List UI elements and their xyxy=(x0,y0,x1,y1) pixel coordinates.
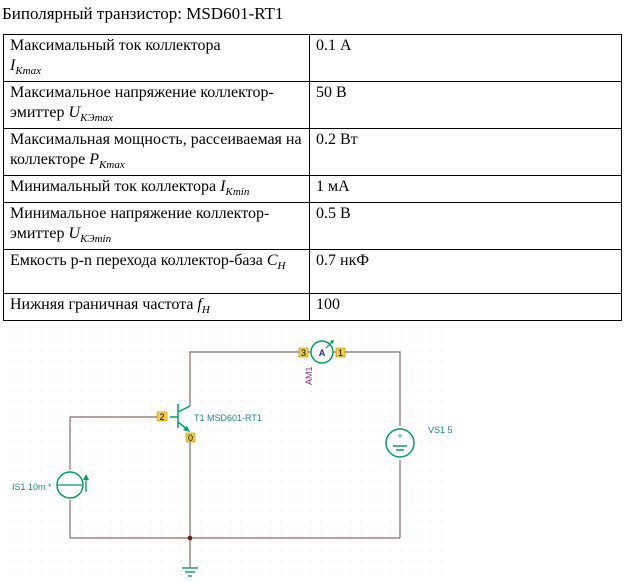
table-row xyxy=(4,129,622,176)
param-value: 0.2 Вт xyxy=(310,129,622,176)
table-row xyxy=(4,35,622,82)
param-value: 50 В xyxy=(310,82,622,129)
node-base-label: 2 xyxy=(159,412,165,422)
voltage-source-label: VS1 5 xyxy=(428,425,453,435)
table-row xyxy=(4,294,622,321)
param-name: Нижняя граничная частота $f_H$ xyxy=(4,294,310,321)
param-name: Максимальная мощность, рассеиваемая на коллекторе $P_{Kmax}$ xyxy=(4,129,310,176)
parameters-table xyxy=(3,34,622,321)
ammeter-symbol: A xyxy=(318,348,326,358)
param-value: 100 xyxy=(310,294,622,321)
param-value: 0.1 А xyxy=(310,35,622,82)
ammeter-label: AM1 xyxy=(304,366,314,385)
current-source-label: IS1 10m * xyxy=(12,482,52,492)
param-name: Емкость p-n перехода коллектор-база $C_H$ xyxy=(4,250,310,294)
voltage-source-plus: + xyxy=(397,431,403,441)
transistor-label: T1 MSD601-RT1 xyxy=(194,413,262,423)
circuit-schematic xyxy=(0,320,624,582)
param-value: 0.5 В xyxy=(310,203,622,250)
junction-dot xyxy=(188,536,193,541)
param-name: Минимальный ток коллектора $I_{Kmin}$ xyxy=(4,176,310,203)
page-title: Биполярный транзистор: MSD601-RT1 xyxy=(2,4,284,23)
node-emitter-label: 0 xyxy=(187,433,194,443)
table-row xyxy=(4,203,622,250)
table-row xyxy=(4,82,622,129)
grid-background xyxy=(5,330,450,580)
param-value: 0.7 нкФ xyxy=(310,250,622,294)
param-value: 1 мА xyxy=(310,176,622,203)
param-name: Минимальное напряжение коллектор-эмиттер $U_{KЭmin}$ xyxy=(4,203,310,250)
node-am-right-label: 1 xyxy=(337,348,344,358)
table-row xyxy=(4,250,622,294)
node-am-left-label: 3 xyxy=(300,348,307,358)
param-name: Максимальное напряжение коллектор-эмиттер $U_{KЭmax}$ xyxy=(4,82,310,129)
param-name: Максимальный ток коллектора $I_{Kmax}$ xyxy=(4,35,310,82)
table-row xyxy=(4,176,622,203)
